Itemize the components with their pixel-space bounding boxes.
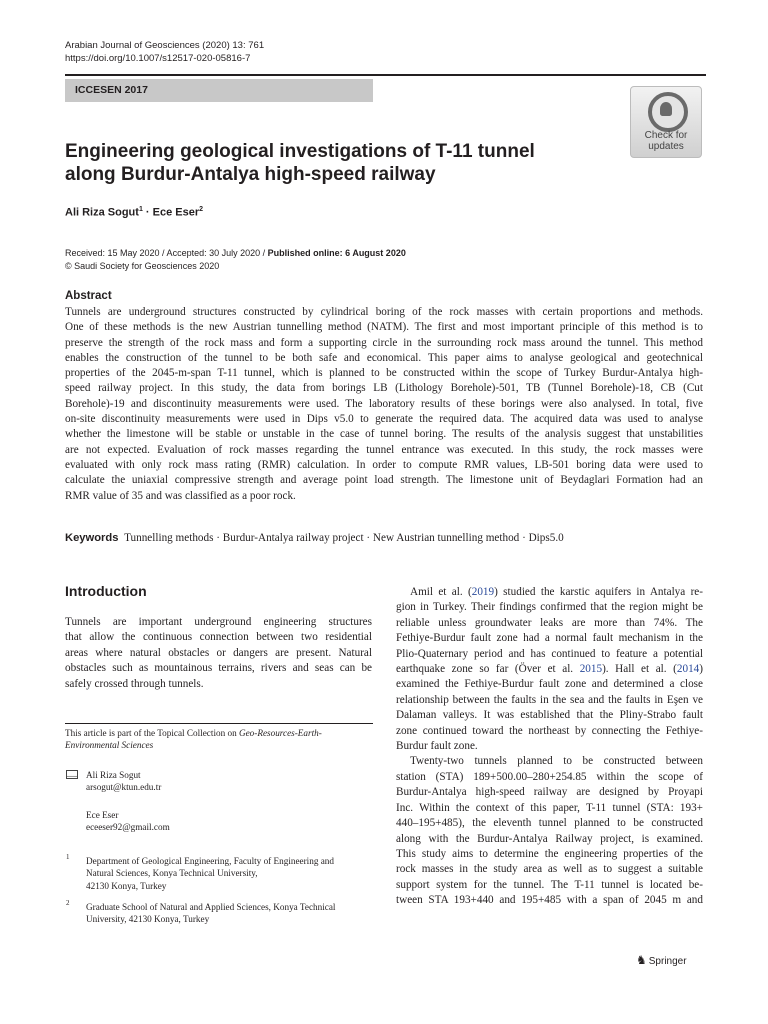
abstract-line: calculate the uniaxial compressive strength and average point load strength. The limestone unit of Beydaglari Formation had an — [65, 474, 703, 487]
keywords-label: Keywords — [65, 532, 119, 544]
topical-line-2: Environmental Sciences — [65, 740, 154, 750]
intro-line: relationship between the faults in the sea and the faults in Eşen ve — [396, 693, 703, 706]
published-online: Published online: 6 August 2020 — [267, 248, 406, 258]
intro-line: safely crossed through tunnels. — [65, 677, 204, 690]
envelope-icon — [66, 770, 78, 779]
journal-citation: Arabian Journal of Geosciences (2020) 13: 761 — [65, 40, 265, 51]
abstract-line: enables the construction of the tunnel to be both safe and economical. This paper aims to analyse geological and geotechnical — [65, 351, 703, 364]
intro-line: Fethiye-Burdur fault zone had a normal fault mechanism in the — [396, 632, 703, 645]
author-separator: · — [142, 206, 153, 219]
affiliation-line: University, 42130 Konya, Turkey — [86, 914, 210, 925]
copyright-line: © Saudi Society for Geosciences 2020 — [65, 261, 220, 271]
received-accepted: Received: 15 May 2020 / Accepted: 30 July 2020 / — [65, 248, 268, 258]
title-line-1: Engineering geological investigations of T-11 tunnel — [65, 141, 535, 162]
intro-line: rock masses in the study area as well as to suggest a suitable — [396, 863, 703, 876]
citation-link[interactable]: 2015 — [579, 663, 603, 676]
coauthor-contact — [86, 809, 170, 834]
contact-email[interactable]: arsogut@ktun.edu.tr — [86, 782, 162, 793]
author-2[interactable]: Ece Eser — [152, 206, 200, 219]
intro-line: Plio-Quaternary period and has continued to feature a potential — [396, 647, 703, 660]
corresponding-author-contact — [86, 769, 161, 794]
paper-title — [65, 140, 535, 186]
abstract-line: Tunnels are underground structures constructed by cylindrical boring of the rock masses with certain proportions and methods. — [65, 306, 703, 318]
footnote-rule — [65, 723, 373, 724]
affiliation-2 — [86, 901, 335, 926]
intro-line: support system for the tunnel. The T-11 tunnel is located be- — [396, 878, 703, 891]
abstract-line: Borehole)-19 and discontinuity measurements were used. The laboratory results of these borings were also analysed. In total, five — [65, 397, 703, 410]
abstract-line: evaluated with only rock mass rating (RMR) calculation. In order to compute RMR values, LB-501 boring data were used to — [65, 458, 703, 471]
intro-line: earthquake zone so far (Över et al. 2015). Hall et al. (2014) — [396, 663, 703, 676]
intro-line: 440–195+485), the eleventh tunnel planned to be constructed — [396, 817, 703, 830]
intro-line: Burdur fault zone. — [396, 740, 478, 753]
intro-line: Amil et al. (2019) studied the karstic aquifers in Antalya re- — [410, 586, 703, 598]
abstract-line: are not expected. Evaluation of rock masses regarding the tunnel entrance was executed. In this study, the rock masses were — [65, 443, 703, 456]
affiliation-line: Department of Geological Engineering, Faculty of Engineering and — [86, 856, 334, 866]
abstract-body — [65, 305, 703, 504]
affiliation-line: 42130 Konya, Turkey — [86, 880, 167, 891]
abstract-heading: Abstract — [65, 290, 112, 302]
section-band-label: ICCESEN 2017 — [75, 84, 148, 96]
contact-name: Ali Riza Sogut — [86, 770, 141, 780]
affiliation-line: Natural Sciences, Konya Technical University, — [86, 868, 258, 879]
intro-line: gion in Turkey. Their findings confirmed that the region might be — [396, 601, 703, 614]
intro-line: tween STA 193+440 and 195+485 with a span of 2045 m and — [396, 894, 703, 907]
intro-line: reliable unless groundwater leaks are more than 74%. The — [396, 616, 703, 629]
author-list — [65, 206, 203, 219]
intro-line: along with the Burdur-Antalya Railway project, is examined. — [396, 832, 703, 845]
abstract-line: speed railway project. In this study, the data from borings LB (Lithology Borehole)-501, TB (Tunnel Borehole)-18, CB (Cut — [65, 382, 703, 395]
publisher-name: Springer — [648, 956, 687, 967]
topical-collection-note — [65, 727, 373, 751]
intro-line: Tunnels are important underground engineering structures — [65, 616, 372, 628]
affiliation-1 — [86, 855, 334, 892]
header-rule — [65, 74, 706, 76]
author-1-affil: 1 — [138, 206, 143, 213]
affiliation-line: Graduate School of Natural and Applied Sciences, Konya Technical — [86, 902, 336, 912]
badge-line-2: updates — [648, 141, 684, 152]
intro-line: This study aims to determine the engineering properties of the — [396, 847, 703, 860]
keywords — [65, 532, 564, 544]
intro-line: zone continued toward the northeast by connecting the Fethiye- — [396, 724, 703, 737]
badge-line-1: Check for — [644, 130, 688, 141]
author-2-affil: 2 — [199, 206, 204, 213]
intro-line: Twenty-two tunnels planned to be constructed between — [410, 755, 703, 768]
citation-link[interactable]: 2014 — [676, 663, 700, 676]
keywords-text: Tunnelling methods · Burdur-Antalya railway project · New Austrian tunnelling method · Dips5.0 — [124, 532, 564, 544]
intro-left-column — [65, 615, 372, 692]
publisher-logo — [636, 953, 687, 967]
title-line-2: along Burdur-Antalya high-speed railway — [65, 164, 436, 185]
abstract-line: on-site discontinuity measurements were used in Dips v5.0 to generate the required data. The acquired data was used to analyse — [65, 413, 703, 426]
contact-name: Ece Eser — [86, 810, 119, 820]
affiliation-number: 1 — [66, 853, 70, 861]
intro-line: that allow the continuous connection between two residential — [65, 631, 372, 644]
doi-link[interactable]: https://doi.org/10.1007/s12517-020-05816-7 — [65, 53, 251, 64]
author-1[interactable]: Ali Riza Sogut — [65, 206, 139, 219]
abstract-line: whether the limestone will be stable or unstable in the case of tunnel boring. The results of the analysis suggest that unstabilities — [65, 428, 703, 441]
contact-email[interactable]: eceeser92@gmail.com — [86, 822, 170, 833]
intro-line: Dalaman valleys. It was established that the Pliny-Strabo fault — [396, 709, 703, 722]
section-band — [65, 79, 373, 102]
intro-right-column — [396, 585, 703, 909]
abstract-line: One of these methods is the new Austrian tunnelling method (NATM). The first and most important principle of this method is to — [65, 321, 703, 334]
intro-line: Burdur-Antalya high-speed railway are designed by Proyapi — [396, 786, 703, 799]
intro-line: station (STA) 189+500.00–280+254.85 within the scope of — [396, 770, 703, 783]
topical-line-1: This article is part of the Topical Collection on Geo-Resources-Earth- — [65, 728, 322, 738]
affiliation-number: 2 — [66, 899, 70, 907]
citation-link[interactable]: 2019 — [471, 586, 495, 598]
intro-line: Inc. Within the context of this paper, T-11 tunnel (STA: 193+ — [396, 801, 703, 814]
intro-line: areas where natural obstacles or dangers are present. Natural — [65, 646, 372, 659]
abstract-line: properties of the 2045-m-span T-11 tunnel, which is planned to be constructed within the scope of Turkey Burdur-Antalya high- — [65, 367, 703, 380]
intro-line: examined the Fethiye-Burdur fault zone and determined a close — [396, 678, 703, 691]
bookmark-icon — [648, 92, 688, 132]
introduction-heading: Introduction — [65, 583, 147, 599]
abstract-line: preserve the strength of the rock mass and form a supporting circle in the surrounding rock mass around the tunnel. This method — [65, 336, 703, 349]
springer-horse-icon: ♞ — [636, 953, 647, 967]
check-for-updates-badge[interactable] — [630, 86, 702, 158]
intro-line: obstacles such as mountainous terrains, rivers and seas can be — [65, 662, 372, 675]
publication-dates — [65, 247, 406, 259]
abstract-line: RMR value of 35 and was classified as a poor rock. — [65, 489, 296, 502]
